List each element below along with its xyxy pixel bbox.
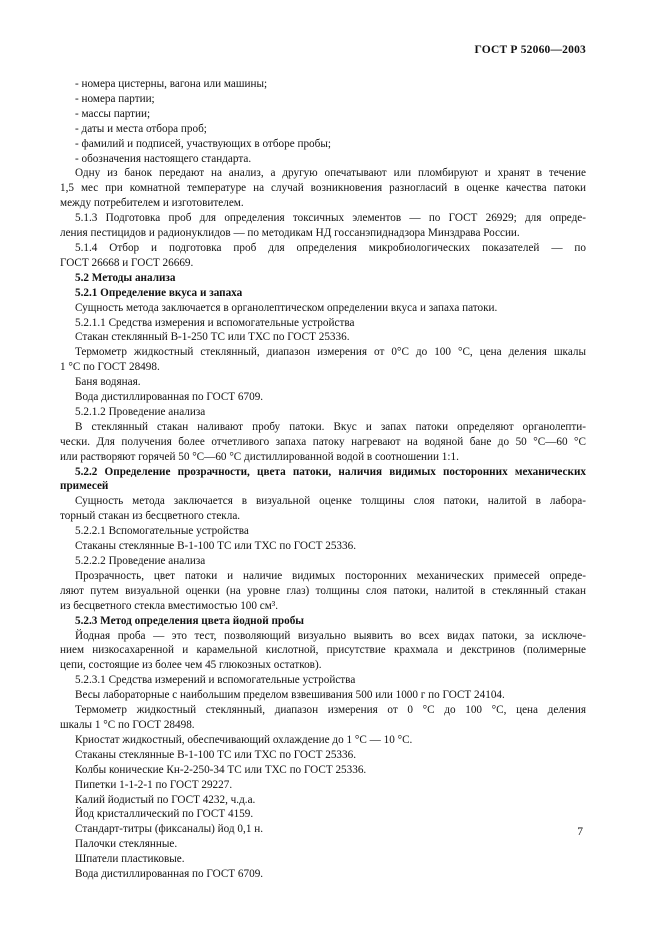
text-line: Стандарт-титры (фиксаналы) йод 0,1 н. xyxy=(75,823,263,836)
text-line: 5.2.1.1 Средства измерения и вспомогательные устройства xyxy=(75,316,355,329)
section-heading: 5.2 Методы анализа xyxy=(75,271,176,284)
list-item: - номера цистерны, вагона или машины; xyxy=(75,78,268,90)
text-line: Вода дистиллированная по ГОСТ 6709. xyxy=(75,391,264,404)
text-line: Стаканы стеклянные В-1-100 ТС или ТХС по ГОСТ 25336. xyxy=(75,540,356,553)
page-body xyxy=(60,77,586,882)
text-line: 1,5 мес при комнатной температуре на случай возникновения разногласий в оценке качества патоки xyxy=(60,182,586,195)
text-line: Сущность метода заключается в визуальной оценке толщины слоя патоки, налитой в лабора- xyxy=(75,495,586,508)
text-line: Калий йодистый по ГОСТ 4232, ч.д.а. xyxy=(75,793,256,806)
text-line: 5.2.2.2 Проведение анализа xyxy=(75,555,206,567)
text-line: Стакан стеклянный В-1-250 ТС или ТХС по ГОСТ 25336. xyxy=(75,331,350,344)
text-line: ляют путем визуальной оценки (на уровне глаз) толщины слоя патоки, налитой в стеклянный стакан xyxy=(60,584,586,597)
text-line: нием низкосахаренной и карамельной кислотной, присутствие крахмала и декстринов (полимерные xyxy=(60,644,586,657)
text-line: В стеклянный стакан наливают пробу патоки. Вкус и запах патоки определяют органолепти- xyxy=(75,420,586,433)
section-heading: 5.2.1 Определение вкуса и запаха xyxy=(75,286,243,299)
text-line: Стаканы стеклянные В-1-100 ТС или ТХС по ГОСТ 25336. xyxy=(75,748,356,761)
text-line: 1 °С по ГОСТ 28498. xyxy=(60,361,160,374)
section-heading: примесей xyxy=(60,480,109,493)
text-line: Йод кристаллический по ГОСТ 4159. xyxy=(75,808,254,821)
text-line: шкалы 1 °С по ГОСТ 28498. xyxy=(60,718,195,731)
list-item: - массы партии; xyxy=(75,107,151,120)
text-line: Йодная проба — это тест, позволяющий визуально выявить во всех видах патоки, за исключе- xyxy=(75,629,586,642)
text-line: торный стакан из бесцветного стекла. xyxy=(60,510,241,523)
text-line: цепи, состоящие из более чем 45 глюкозных остатков). xyxy=(60,659,322,672)
text-line: Пипетки 1-1-2-1 по ГОСТ 29227. xyxy=(75,778,233,791)
text-line: ГОСТ 26668 и ГОСТ 26669. xyxy=(60,256,194,269)
list-item: - номера партии; xyxy=(75,92,155,105)
page-number: 7 xyxy=(577,826,583,838)
text-line: 5.2.3.1 Средства измерений и вспомогательные устройства xyxy=(75,674,356,687)
text-line: или растворяют горячей 50 °С—60 °С дистиллированной водой в соотношении 1:1. xyxy=(60,450,459,463)
text-line: Одну из банок передают на анализ, а другую опечатывают или пломбируют и хранят в течение xyxy=(75,167,586,180)
text-line: Термометр жидкостный стеклянный, диапазон измерения от 0°С до 100 °С, цена деления шкалы xyxy=(75,346,586,359)
text-line: 5.1.4 Отбор и подготовка проб для определения микробиологических показателей — по xyxy=(75,241,586,254)
text-line: Колбы конические Кн-2-250-34 ТС или ТХС по ГОСТ 25336. xyxy=(75,763,367,776)
list-item: - даты и места отбора проб; xyxy=(75,122,207,135)
list-item: - обозначения настоящего стандарта. xyxy=(75,152,252,165)
text-line: чески. Для получения более отчетливого запаха патоку нагревают на водяной бане до 50 °С—60 °С xyxy=(60,435,586,448)
document-code: ГОСТ Р 52060—2003 xyxy=(474,44,586,56)
text-line: 5.2.2.1 Вспомогательные устройства xyxy=(75,525,249,538)
list-item: - фамилий и подписей, участвующих в отборе пробы; xyxy=(75,137,331,150)
text-line: 5.2.1.2 Проведение анализа xyxy=(75,405,206,418)
text-line: из бесцветного стекла вместимостью 100 см³. xyxy=(60,599,278,612)
text-line: Вода дистиллированная по ГОСТ 6709. xyxy=(75,868,264,881)
text-line: между потребителем и изготовителем. xyxy=(60,197,244,210)
text-line: 5.1.3 Подготовка проб для определения токсичных элементов — по ГОСТ 26929; для опреде- xyxy=(75,212,586,225)
text-line: Весы лабораторные с наибольшим пределом взвешивания 500 или 1000 г по ГОСТ 24104. xyxy=(75,689,505,702)
section-heading: 5.2.3 Метод определения цвета йодной пробы xyxy=(75,614,305,627)
section-heading: 5.2.2 Определение прозрачности, цвета патоки, наличия видимых посторонних механических xyxy=(75,465,586,478)
text-line: Сущность метода заключается в органолептическом определении вкуса и запаха патоки. xyxy=(75,301,498,314)
text-line: Прозрачность, цвет патоки и наличие видимых посторонних механических примесей опреде- xyxy=(75,569,586,582)
text-line: Криостат жидкостный, обеспечивающий охлаждение до 1 °С — 10 °С. xyxy=(75,733,413,746)
text-line: ления пестицидов и радионуклидов — по методикам НД госсанэпиднадзора Минздрава России. xyxy=(60,227,520,240)
text-line: Баня водяная. xyxy=(75,376,141,389)
text-line: Термометр жидкостный стеклянный, диапазон измерения от 0 °С до 100 °С, цена деления xyxy=(75,704,586,717)
text-line: Шпатели пластиковые. xyxy=(75,853,185,866)
text-line: Палочки стеклянные. xyxy=(75,838,178,851)
